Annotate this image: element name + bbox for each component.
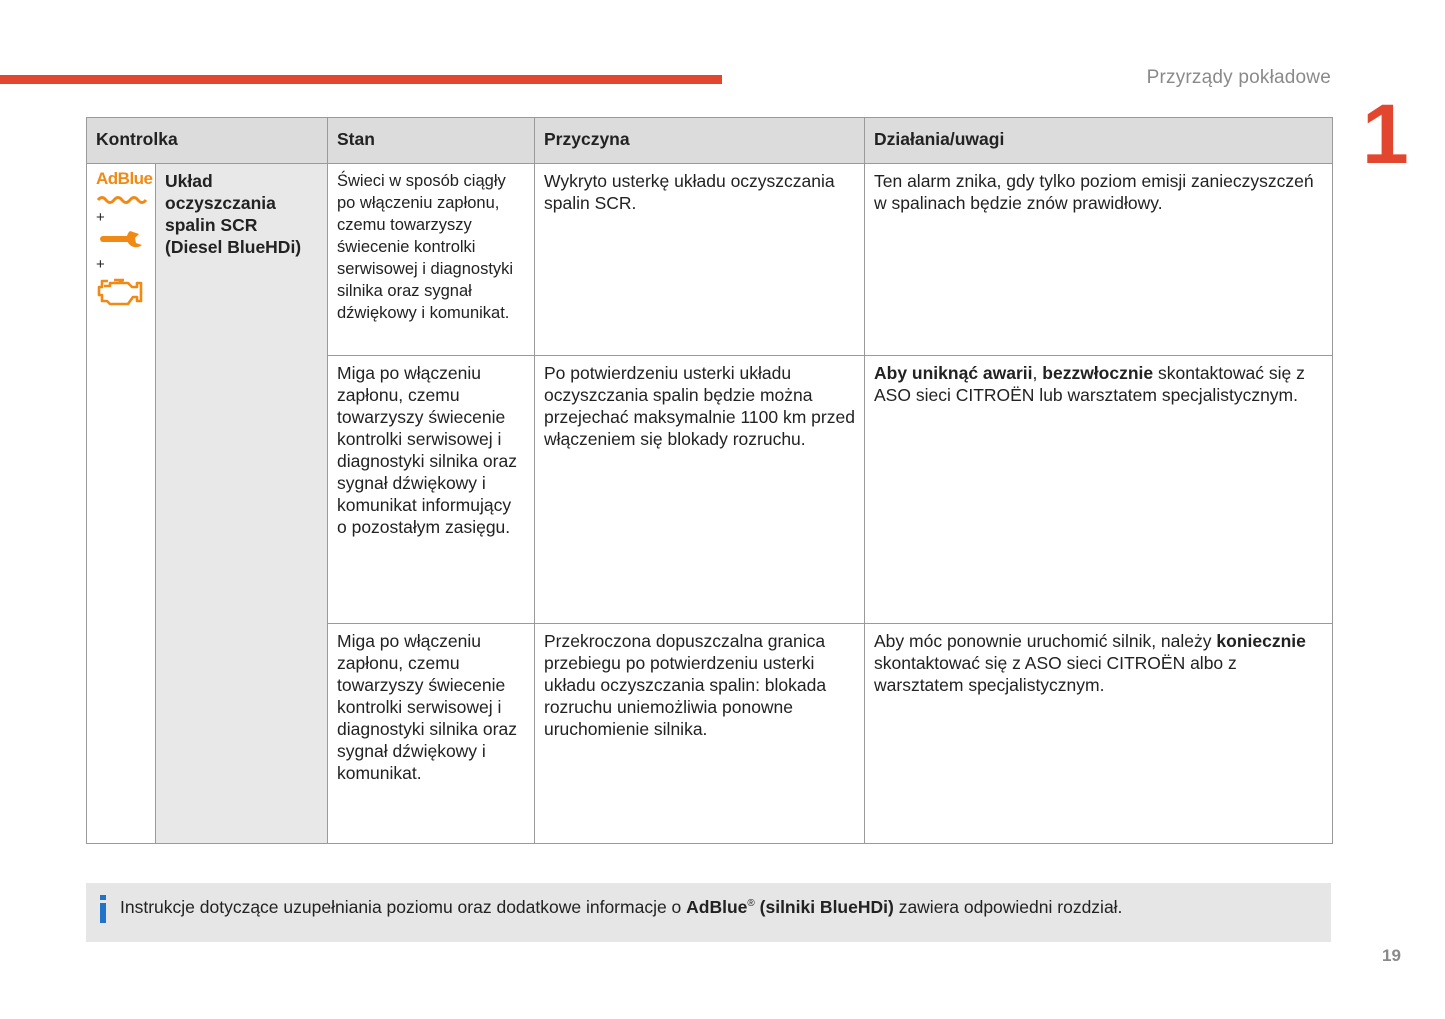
chapter-number: 1 [1362,87,1409,181]
action-cell: Aby móc ponownie uruchomić silnik, należy koniecznie skontaktować się z ASO sieci CITROËN albo z warsztatem specjalistycznym. [865,624,1333,844]
state-cell: Miga po włączeniu zapłonu, czemu towarzyszy świecenie kontrolki serwisowej i diagnostyki silnika oraz sygnał dźwiękowy i komunikat. [328,624,535,844]
indicator-icons-cell [87,164,156,844]
cause-cell: Wykryto usterkę układu oczyszczania spalin SCR. [535,164,865,356]
section-title: Przyrządy pokładowe [1146,67,1331,88]
header-stan: Stan [328,118,535,164]
engine-icon [96,276,146,317]
header-accent-bar [0,75,722,84]
wrench-icon [96,228,146,255]
warning-lights-table [86,117,1333,844]
info-note [86,883,1331,942]
action-cell: Ten alarm znika, gdy tylko poziom emisji zanieczyszczeń w spalinach będzie znów prawidłowy. [865,164,1333,356]
state-cell: Świeci w sposób ciągły po włączeniu zapłonu, czemu towarzyszy świecenie kontrolki serwisowej i diagnostyki silnika oraz sygnał dźwiękowy i komunikat. [328,164,535,356]
state-cell: Miga po włączeniu zapłonu, czemu towarzyszy świecenie kontrolki serwisowej i diagnostyki silnika oraz sygnał dźwiękowy i komunikat informujący o pozostałym zasięgu. [328,356,535,624]
page-number: 19 [1382,946,1401,965]
cause-cell: Przekroczona dopuszczalna granica przebiegu po potwierdzeniu usterki układu oczyszczania spalin: blokada rozruchu uniemożliwia ponowne uruchomienie silnika. [535,624,865,844]
plus-sign: + [96,209,105,226]
action-cell: Aby uniknąć awarii, bezzwłocznie skontaktować się z ASO sieci CITROËN lub warsztatem specjalistycznym. [865,356,1333,624]
plus-sign: + [96,256,105,273]
cause-cell: Po potwierdzeniu usterki układu oczyszczania spalin będzie można przejechać maksymalnie 1100 km przed włączeniem się blokady rozruchu. [535,356,865,624]
adblue-icon: AdBlue [96,170,146,210]
table-row [87,164,1333,356]
system-name-cell: Układ oczyszczania spalin SCR (Diesel BlueHDi) [156,164,328,844]
header-dzialania: Działania/uwagi [865,118,1333,164]
info-note-text: Instrukcje dotyczące uzupełniania poziomu oraz dodatkowe informacje o AdBlue® (silniki BlueHDi) zawiera odpowiedni rozdział. [120,896,1123,917]
header-przyczyna: Przyczyna [535,118,865,164]
table-header-row [87,118,1333,164]
header-kontrolka: Kontrolka [87,118,328,164]
info-icon [98,895,108,928]
